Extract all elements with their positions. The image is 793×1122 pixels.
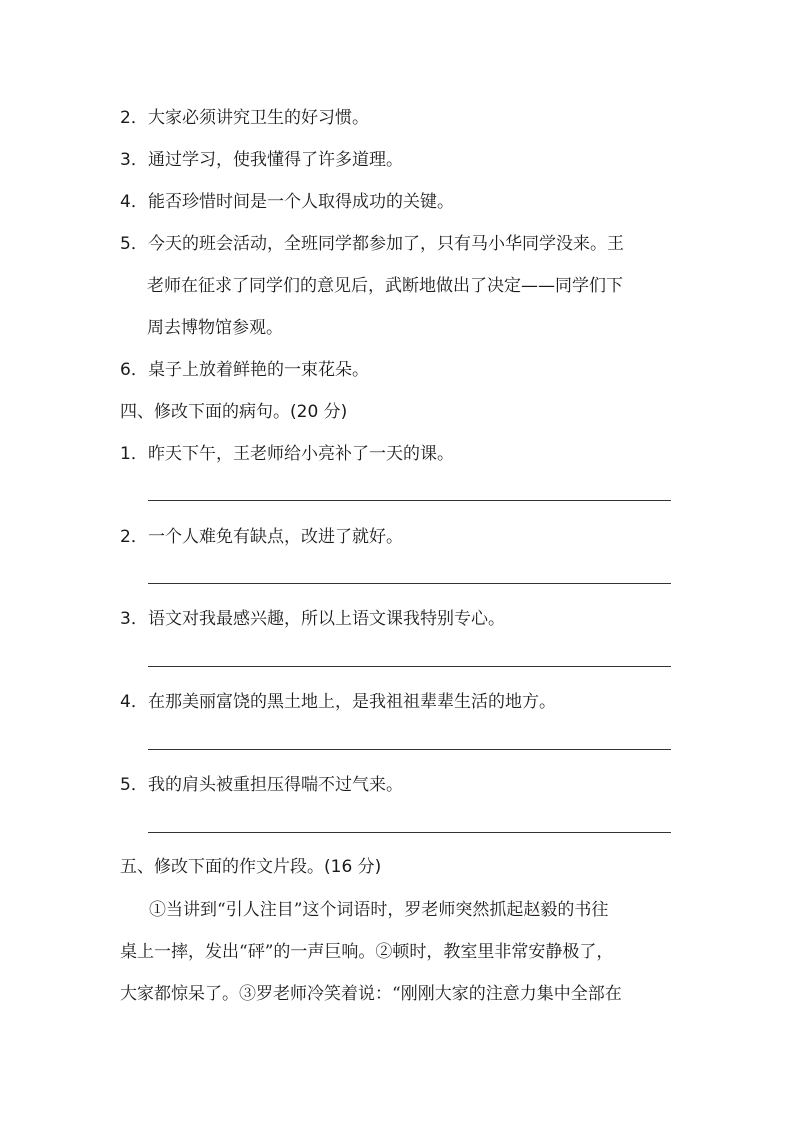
item-text: 昨天下午，王老师给小亮补了一天的课。 <box>148 444 454 464</box>
item-text: 今天的班会活动，全班同学都参加了，只有马小华同学没来。王 <box>148 234 624 254</box>
sentence-item-4 <box>120 191 454 213</box>
item-number: 6． <box>120 360 148 380</box>
item-number: 3． <box>120 609 148 629</box>
item-text: 大家必须讲究卫生的好习惯。 <box>148 108 369 128</box>
item-number: 2． <box>120 108 148 128</box>
sentence-item-3 <box>120 149 403 171</box>
sentence-item-6 <box>120 359 369 381</box>
sentence-item-2 <box>120 107 369 129</box>
answer-line-2[interactable] <box>148 583 671 584</box>
item-text: 我的肩头被重担压得喘不过气来。 <box>148 775 403 795</box>
item-number: 3． <box>120 150 148 170</box>
sentence-item-5-continuation-1: 老师在征求了同学们的意见后，武断地做出了决定——同学们下 <box>147 276 623 296</box>
passage-line-2: 桌上一摔，发出“砰”的一声巨响。②顿时，教室里非常安静极了， <box>120 942 614 962</box>
fix-sentence-2 <box>120 526 403 548</box>
answer-line-3[interactable] <box>148 666 671 667</box>
section-4-heading: 四、修改下面的病句。(20 分) <box>120 402 348 422</box>
item-text: 在那美丽富饶的黑土地上，是我祖祖辈辈生活的地方。 <box>148 692 556 712</box>
item-text: 桌子上放着鲜艳的一束花朵。 <box>148 360 369 380</box>
fix-sentence-1 <box>120 443 454 465</box>
answer-line-5[interactable] <box>148 832 671 833</box>
item-number: 4． <box>120 692 148 712</box>
fix-sentence-5 <box>120 774 403 796</box>
item-number: 5． <box>120 775 148 795</box>
item-number: 1． <box>120 444 148 464</box>
item-number: 2． <box>120 527 148 547</box>
item-number: 5． <box>120 234 148 254</box>
item-text: 通过学习，使我懂得了许多道理。 <box>148 150 403 170</box>
item-text: 能否珍惜时间是一个人取得成功的关键。 <box>148 192 454 212</box>
fix-sentence-3 <box>120 608 505 630</box>
item-text: 一个人难免有缺点，改进了就好。 <box>148 527 403 547</box>
item-number: 4． <box>120 192 148 212</box>
fix-sentence-4 <box>120 691 556 713</box>
sentence-item-5 <box>120 233 624 255</box>
passage-line-3: 大家都惊呆了。③罗老师冷笑着说：“刚刚大家的注意力集中全部在 <box>120 984 622 1004</box>
passage-line-1: ①当讲到“引人注目”这个词语时，罗老师突然抓起赵毅的书往 <box>149 900 609 920</box>
section-5-heading: 五、修改下面的作文片段。(16 分) <box>120 857 382 877</box>
sentence-item-5-continuation-2: 周去博物馆参观。 <box>147 318 283 338</box>
answer-line-4[interactable] <box>148 749 671 750</box>
item-text: 语文对我最感兴趣，所以上语文课我特别专心。 <box>148 609 505 629</box>
answer-line-1[interactable] <box>148 500 671 501</box>
